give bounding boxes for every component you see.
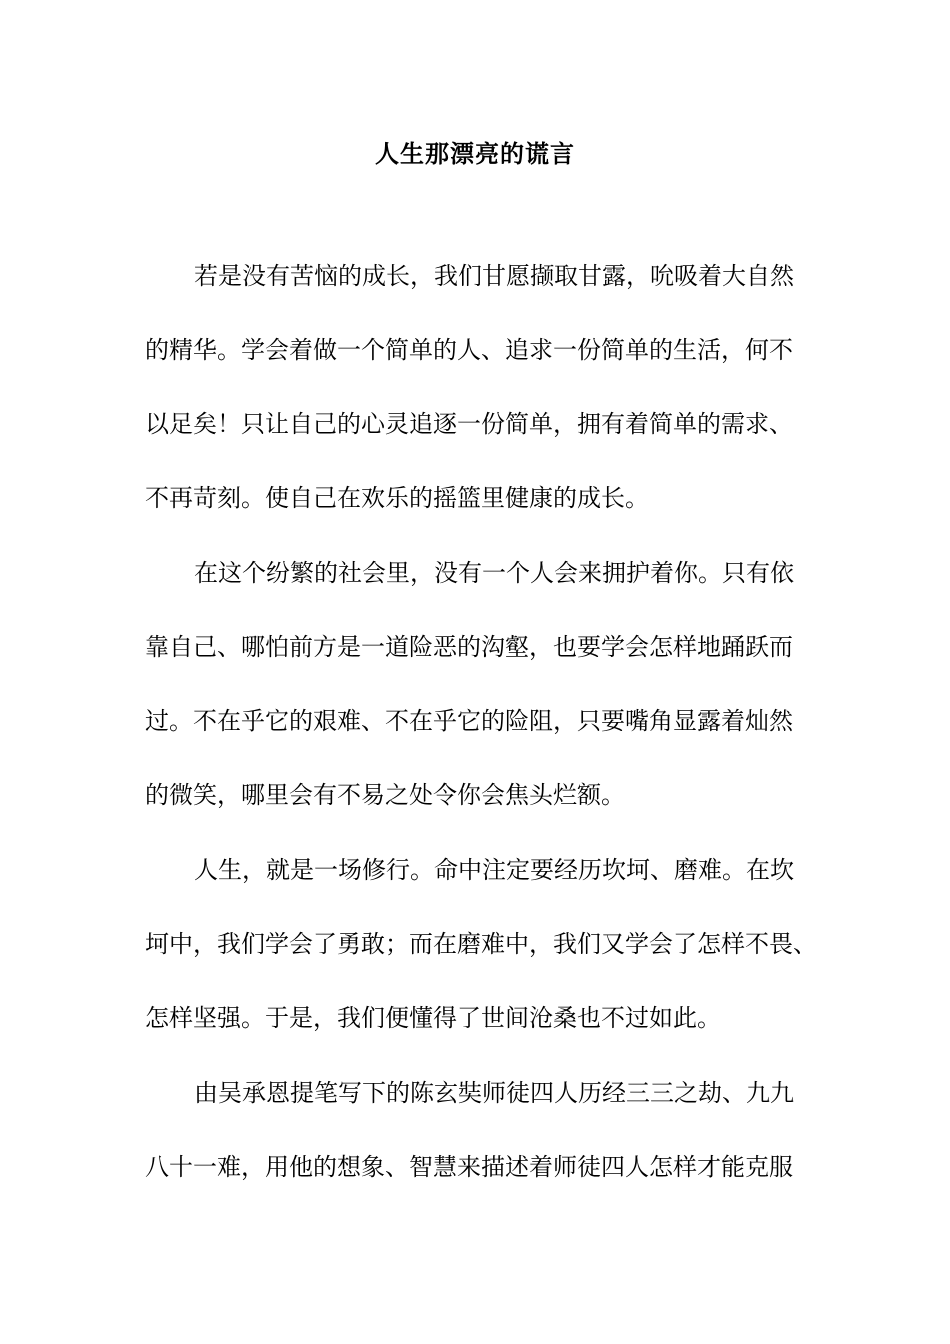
paragraph-2-line-2: 靠自己、哪怕前方是一道险恶的沟壑，也要学会怎样地踊跃而 — [145, 633, 793, 661]
paragraph-4-line-1: 由吴承恩提笔写下的陈玄奘师徒四人历经三三之劫、九九 — [194, 1079, 794, 1107]
paragraph-2-line-4: 的微笑，哪里会有不易之处令你会焦头烂额。 — [145, 781, 625, 809]
paragraph-2-line-1: 在这个纷繁的社会里，没有一个人会来拥护着你。只有依 — [194, 559, 794, 587]
paragraph-1-line-3: 以足矣！只让自己的心灵追逐一份简单，拥有着简单的需求、 — [145, 410, 793, 438]
paragraph-3-line-1: 人生，就是一场修行。命中注定要经历坎坷、磨难。在坎 — [194, 856, 794, 884]
paragraph-1-line-1: 若是没有苦恼的成长，我们甘愿撷取甘露，吮吸着大自然 — [194, 262, 794, 290]
paragraph-2-line-3: 过。不在乎它的艰难、不在乎它的险阻，只要嘴角显露着灿然 — [145, 707, 793, 735]
paragraph-3-line-2: 坷中，我们学会了勇敢；而在磨难中，我们又学会了怎样不畏、 — [145, 930, 817, 958]
paragraph-4-line-2: 八十一难，用他的想象、智慧来描述着师徒四人怎样才能克服 — [145, 1153, 793, 1181]
paragraph-1-line-4: 不再苛刻。使自己在欢乐的摇篮里健康的成长。 — [145, 484, 649, 512]
paragraph-1-line-2: 的精华。学会着做一个简单的人、追求一份简单的生活，何不 — [145, 336, 793, 364]
paragraph-3-line-3: 怎样坚强。于是，我们便懂得了世间沧桑也不过如此。 — [145, 1004, 721, 1032]
document-title: 人生那漂亮的谎言 — [375, 139, 575, 168]
